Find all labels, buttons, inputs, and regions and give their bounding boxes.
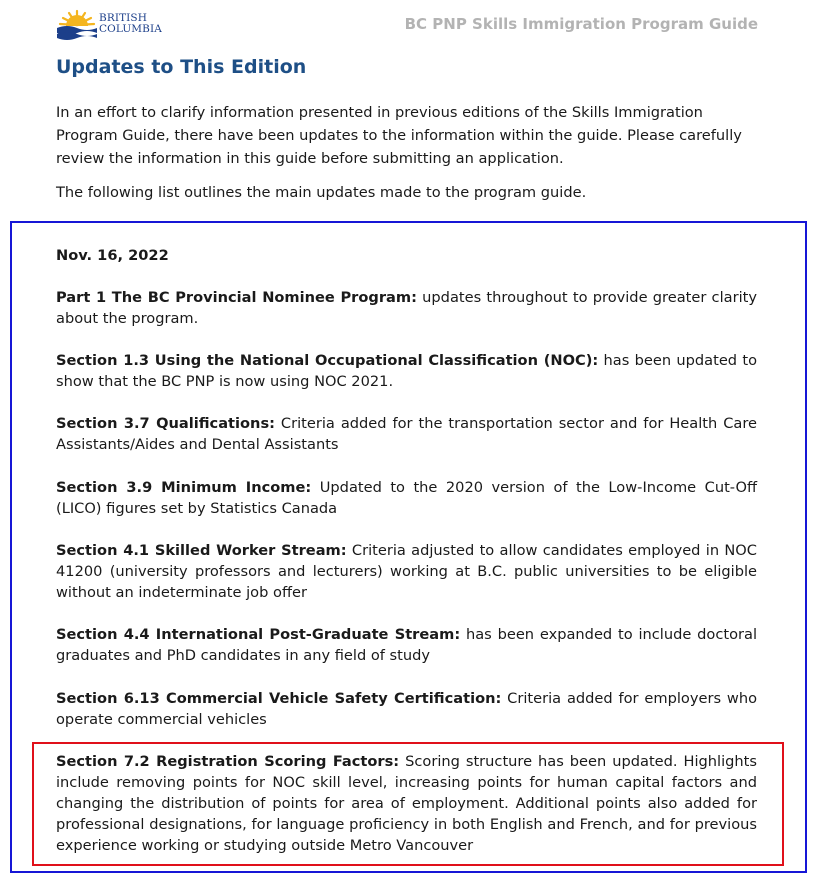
update-entry-text: Scoring structure has been updated. Highlights include removing points for NOC skill level, increasing points for human capital factors and changing the distribution of points for area of employment. Additional points also added for professional designations, for language proficiency in both English and French, and for previous experience working or studying outside Metro Vancouver <box>56 753 757 854</box>
update-entry-text: has been expanded to include doctoral graduates and PhD candidates in any field of study <box>56 626 757 664</box>
update-entry <box>56 287 757 329</box>
update-entry-title: Section 7.2 Registration Scoring Factors: <box>56 753 400 770</box>
update-entry-text: Criteria added for the transportation sector and for Health Care Assistants/Aides and Dental Assistants <box>56 415 757 453</box>
update-entry-text: has been updated to show that the BC PNP is now using NOC 2021. <box>56 352 758 390</box>
update-entry <box>56 624 757 666</box>
update-date: Nov. 16, 2022 <box>56 247 169 264</box>
lead-paragraph: The following list outlines the main updates made to the program guide. <box>56 184 587 201</box>
update-entry <box>56 477 757 519</box>
logo-line-british: BRITISH <box>99 12 147 24</box>
update-entry-title: Section 4.1 Skilled Worker Stream: <box>56 542 347 559</box>
guide-title: BC PNP Skills Immigration Program Guide <box>404 15 758 33</box>
update-entry <box>56 413 757 455</box>
update-entry-text: updates throughout to provide greater clarity about the program. <box>56 289 757 327</box>
page-heading: Updates to This Edition <box>56 56 307 78</box>
update-entry-title: Section 4.4 International Post-Graduate Stream: <box>56 626 461 643</box>
update-entry-title: Section 6.13 Commercial Vehicle Safety Certification: <box>56 690 502 707</box>
logo-line-columbia: COLUMBIA <box>99 23 162 35</box>
bc-logo <box>57 8 167 42</box>
update-entry-highlighted <box>56 751 757 856</box>
update-entry-title: Section 3.9 Minimum Income: <box>56 479 312 496</box>
update-entry-text: Criteria added for employers who operate commercial vehicles <box>56 690 757 728</box>
update-entry-title: Section 1.3 Using the National Occupational Classification (NOC): <box>56 352 599 369</box>
update-entry <box>56 540 757 603</box>
update-entry-title: Part 1 The BC Provincial Nominee Program: <box>56 289 417 306</box>
update-entry-title: Section 3.7 Qualifications: <box>56 415 275 432</box>
update-entry <box>56 688 757 730</box>
bc-sun-icon <box>57 8 97 40</box>
update-entry-text: Criteria adjusted to allow candidates employed in NOC 41200 (university professors and lecturers) working at B.C. public universities to be eligible without an indeterminate job offer <box>56 542 757 601</box>
update-entry-text: Updated to the 2020 version of the Low-Income Cut-Off (LICO) figures set by Statistics Canada <box>56 479 757 517</box>
intro-paragraph: In an effort to clarify information presented in previous editions of the Skills Immigration Program Guide, there have been updates to the information within the guide. Please carefully review the information in this guide before submitting an application. <box>56 104 742 167</box>
bc-logo-wordmark <box>99 13 162 35</box>
update-entry <box>56 350 757 392</box>
